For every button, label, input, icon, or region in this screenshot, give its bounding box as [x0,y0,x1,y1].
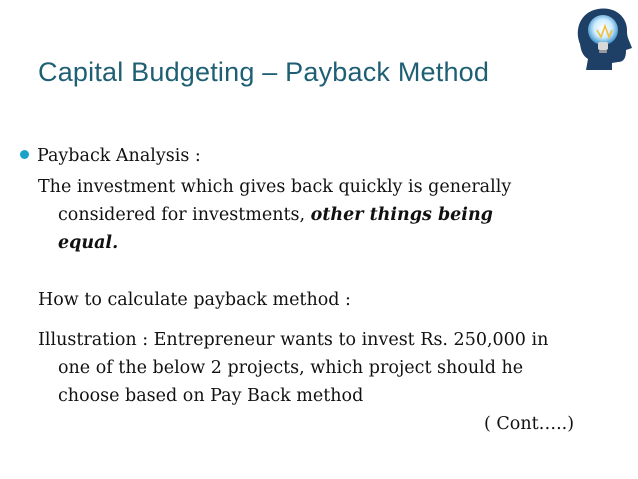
definition-line-2-text: considered for investments, [58,205,311,225]
definition-line-1: The investment which gives back quickly is generally [38,177,512,197]
definition-line-2 [38,201,511,229]
lightbulb-head-icon [572,4,632,70]
illustration-line-3: choose based on Pay Back method [58,386,364,406]
continued-label: ( Cont…..) [484,414,575,434]
illustration-line-1: Illustration : Entrepreneur wants to invest Rs. 250,000 in [38,330,549,350]
slide-title: Capital Budgeting – Payback Method [38,57,490,87]
bullet-text: Payback Analysis : [37,146,201,166]
paragraph-how-to: How to calculate payback method : [38,290,351,310]
bullet-item [20,146,201,166]
bullet-dot-icon [20,150,29,159]
definition-emphasis: other things being [310,205,493,225]
paragraph-illustration [38,326,548,410]
definition-line-3: equal. [58,233,119,253]
illustration-line-2: one of the below 2 projects, which project should he [58,358,524,378]
paragraph-definition [38,173,511,257]
